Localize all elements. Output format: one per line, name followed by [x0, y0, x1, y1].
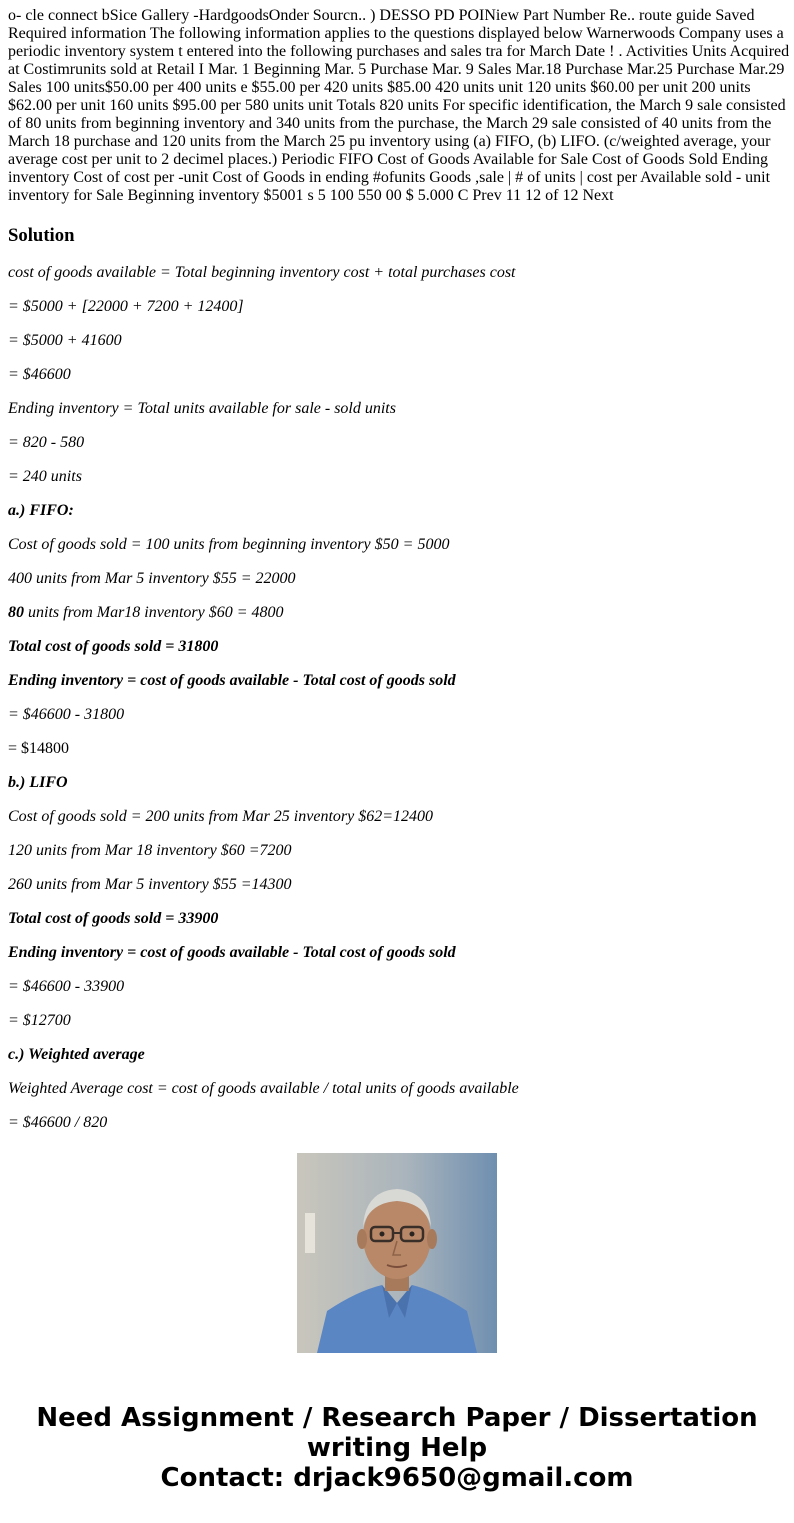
solution-line: b.) LIFO	[8, 774, 68, 791]
solution-line: Total cost of goods sold = 31800	[8, 638, 219, 655]
solution-line: = $14800	[8, 740, 70, 757]
solution-line: 400 units from Mar 5 inventory $55 = 22000	[8, 570, 296, 587]
solution-line: = $5000 + [22000 + 7200 + 12400]	[8, 298, 244, 315]
solution-line: Weighted Average cost = cost of goods available / total units of goods available	[8, 1080, 519, 1097]
author-portrait-image	[297, 1153, 497, 1353]
cta-contact-line[interactable]: Contact: drjack9650@gmail.com	[160, 1463, 634, 1493]
solution-line: = $46600 - 33900	[8, 978, 125, 995]
solution-line: = $12700	[8, 1012, 71, 1029]
solution-line: a.) FIFO:	[8, 502, 74, 519]
solution-line: = $46600	[8, 366, 71, 383]
solution-line: = 820 - 580	[8, 434, 85, 451]
cta-line-1: Need Assignment / Research Paper / Dissertation	[36, 1403, 758, 1433]
solution-heading: Solution	[8, 225, 75, 246]
author-avatar	[297, 1153, 497, 1353]
contact-banner	[0, 1403, 794, 1493]
solution-line: Ending inventory = cost of goods available - Total cost of goods sold	[8, 672, 456, 689]
solution-line: Total cost of goods sold = 33900	[8, 910, 219, 927]
solution-line: = 240 units	[8, 468, 82, 485]
solution-line: cost of goods available = Total beginning inventory cost + total purchases cost	[8, 264, 516, 281]
solution-line: Cost of goods sold = 200 units from Mar 25 inventory $62=12400	[8, 808, 434, 825]
solution-line: Ending inventory = cost of goods available - Total cost of goods sold	[8, 944, 456, 961]
solution-line: 120 units from Mar 18 inventory $60 =7200	[8, 842, 292, 859]
cta-line-2: writing Help	[306, 1433, 488, 1463]
solution-body[interactable]	[8, 256, 788, 1131]
solution-line-bold: 80	[8, 604, 24, 621]
solution-line: Cost of goods sold = 100 units from beginning inventory $50 = 5000	[8, 536, 450, 553]
solution-line: = $46600 / 820	[8, 1114, 108, 1131]
solution-line: c.) Weighted average	[8, 1046, 145, 1063]
solution-line: 260 units from Mar 5 inventory $55 =14300	[8, 876, 292, 893]
solution-line	[8, 596, 788, 630]
solution-line: = $5000 + 41600	[8, 332, 122, 349]
question-text: o- cle connect bSice Gallery -HardgoodsOnder Sourcn.. ) DESSO PD POINiew Part Number Re.. route guide Saved Required information The following information applies to the questions displayed below Warnerwoods Company uses a periodic inventory system t entered into the following purchases and sales tra for March Date ! . Activities Units Acquired at Costimrunits sold at Retail I Mar. 1 Beginning Mar. 5 Purchase Mar. 9 Sales Mar.18 Purchase Mar.25 Purchase Mar.29 Sales 100 units$50.00 per 400 units e $55.00 per 420 units $85.00 420 units unit 120 units $60.00 per unit 200 units $62.00 per unit 160 units $95.00 per 580 units unit Totals 820 units For specific identification, the March 9 sale consisted of 80 units from beginning inventory and 340 units from the purchase, the March 29 sale consisted of 40 units from the March 18 purchase and 120 units from the March 25 pu inventory using (a) FIFO, (b) LIFO. (c/weighted average, your average cost per unit to 2 decimel places.) Periodic FIFO Cost of Goods Available for Sale Cost of Goods Sold Ending inventory Cost of cost per -unit Cost of Goods in ending #ofunits Goods ,sale | # of units | cost per Available sold - unit inventory for Sale Beginning inventory $5001 s 5 100 550 00 $ 5.000 C Prev 11 12 of 12 Next	[8, 7, 790, 204]
solution-line: = $46600 - 31800	[8, 706, 125, 723]
solution-line-rest: units from Mar18 inventory $60 = 4800	[24, 604, 284, 621]
solution-line: Ending inventory = Total units available for sale - sold units	[8, 400, 396, 417]
